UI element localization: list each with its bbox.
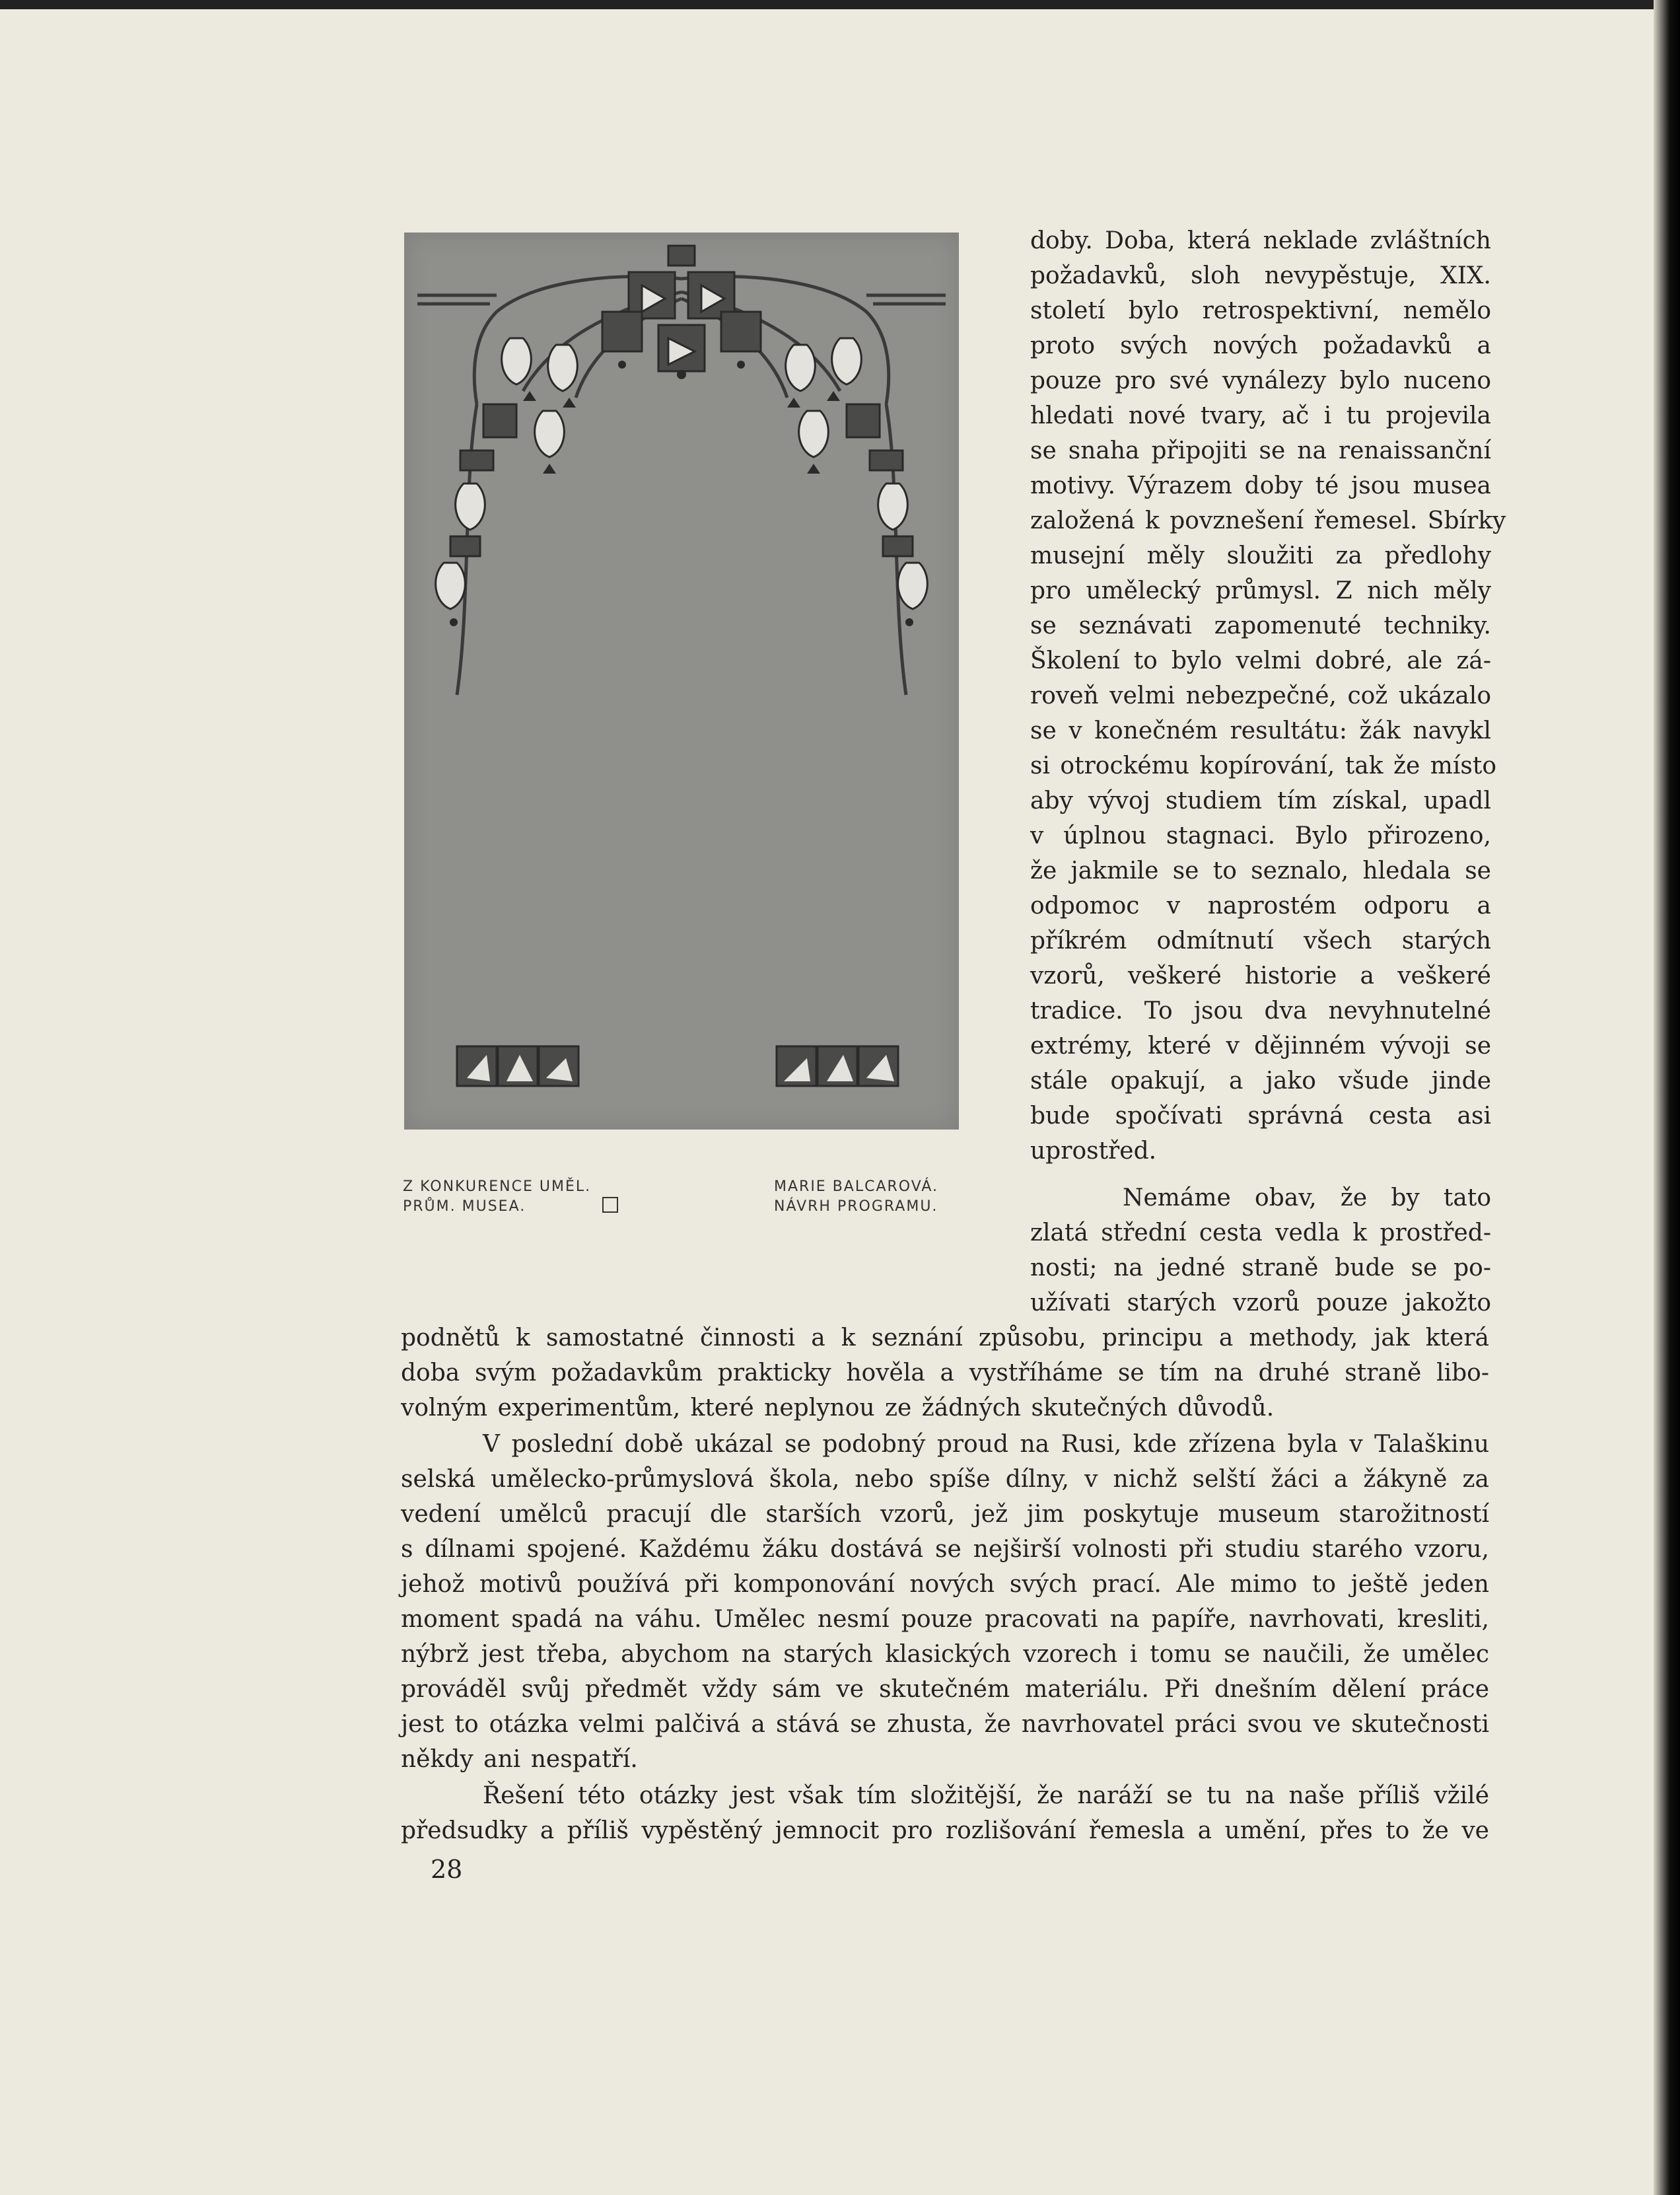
text-line: příkrém odmítnutí všech starých: [1030, 927, 1491, 954]
art-nouveau-frame-drawing: [404, 233, 959, 1130]
text-line: selská umělecko-průmyslová škola, nebo spíše dílny, v nichž selští žáci a žákyně za: [401, 1466, 1489, 1493]
text-line: aby vývoj studiem tím získal, upadl: [1030, 787, 1491, 814]
text-line: hledati nové tvary, ač i tu projevila: [1030, 402, 1491, 429]
text-line: tradice. To jsou dva nevyhnutelné: [1030, 997, 1491, 1025]
text-line: že jakmile se to seznalo, hledala se: [1030, 857, 1491, 884]
ornamental-program-illustration: [404, 233, 959, 1130]
text-line: století bylo retrospektivní, nemělo: [1030, 297, 1491, 324]
text-line: vzorů, veškeré historie a veškeré: [1030, 962, 1491, 990]
text-line: pro umělecký průmysl. Z nich měly: [1030, 577, 1491, 604]
text-line: se snaha připojiti se na renaissanční: [1030, 437, 1491, 464]
text-line: moment spadá na váhu. Umělec nesmí pouze pracovati na papíře, navrhovati, kresliti,: [401, 1606, 1489, 1633]
text-line: extrémy, které v dějinném vývoji se: [1030, 1032, 1491, 1060]
caption-square-mark: [602, 1197, 618, 1213]
text-line: Řešení této otázky jest však tím složitější, že naráží se tu na naše příliš vžilé: [483, 1782, 1489, 1809]
text-line: Nemáme obav, že by tato: [1123, 1184, 1491, 1211]
caption-line: NÁVRH PROGRAMU.: [774, 1198, 938, 1215]
text-line: požadavků, sloh nevypěstuje, XIX.: [1030, 262, 1491, 289]
text-line: předsudky a příliš vypěstěný jemnocit pro rozlišování řemesla a umění, přes to že ve: [401, 1817, 1489, 1844]
text-line: podnětů k samostatné činnosti a k seznání způsobu, principu a methody, jak která: [401, 1324, 1489, 1351]
text-line: roveň velmi nebezpečné, což ukázalo: [1030, 682, 1491, 709]
text-line: proto svých nových požadavků a: [1030, 332, 1491, 359]
text-line: nýbrž jest třeba, abychom na starých klasických vzorech i tomu se naučili, že umělec: [401, 1641, 1489, 1668]
bottom-right-tile-group: [777, 1046, 898, 1086]
text-line: uprostřed.: [1030, 1137, 1157, 1165]
text-line: s dílnami spojené. Každému žáku dostává se nejširší volnosti při studiu starého vzoru,: [401, 1536, 1489, 1563]
bottom-left-tile-group: [457, 1046, 578, 1086]
text-line: V poslední době ukázal se podobný proud na Rusi, kde zřízena byla v Talaškinu: [483, 1431, 1489, 1458]
caption-line: PRŮM. MUSEA.: [403, 1198, 526, 1215]
text-line: zlatá střední cesta vedla k prostřed-: [1030, 1219, 1491, 1246]
text-line: v úplnou stagnaci. Bylo přirozeno,: [1030, 822, 1491, 849]
text-line: odpomoc v naprostém odporu a: [1030, 892, 1491, 919]
text-line: jest to otázka velmi palčivá a stává se zhusta, že navrhovatel práci svou ve skutečnosti: [401, 1711, 1489, 1738]
text-line: někdy ani nespatří.: [401, 1746, 638, 1773]
text-line: se v konečném resultátu: žák navykl: [1030, 717, 1491, 744]
text-line: pouze pro své vynálezy bylo nuceno: [1030, 367, 1491, 394]
text-line: užívati starých vzorů pouze jakožto: [1030, 1289, 1491, 1316]
text-line: si otrockému kopírování, tak že místo: [1030, 752, 1496, 779]
text-line: bude spočívati správná cesta asi: [1030, 1102, 1491, 1130]
text-line: musejní měly sloužiti za předlohy: [1030, 542, 1491, 569]
scan-right-edge: [1654, 0, 1680, 2195]
figure-caption-right: [774, 1177, 972, 1217]
text-line: doby. Doba, která neklade zvláštních: [1030, 227, 1491, 254]
text-line: se seznávati zapomenuté techniky.: [1030, 612, 1491, 639]
text-line: Školení to bylo velmi dobré, ale zá-: [1030, 647, 1491, 674]
caption-line: MARIE BALCAROVÁ.: [774, 1178, 939, 1195]
text-line: prováděl svůj předmět vždy sám ve skutečném materiálu. Při dnešním dělení práce: [401, 1676, 1489, 1703]
text-line: motivy. Výrazem doby té jsou musea: [1030, 472, 1491, 499]
text-line: stále opakují, a jako všude jinde: [1030, 1067, 1491, 1095]
text-line: doba svým požadavkům prakticky hověla a vystříháme se tím na druhé straně libo-: [401, 1359, 1489, 1386]
text-line: založená k povznešení řemesel. Sbírky: [1030, 507, 1506, 534]
page-number: 28: [431, 1855, 463, 1884]
text-line: nosti; na jedné straně bude se po-: [1030, 1254, 1491, 1281]
caption-line: Z KONKURENCE UMĚL.: [403, 1178, 592, 1195]
text-line: jehož motivů používá při komponování nových svých prací. Ale mimo to ještě jeden: [401, 1571, 1489, 1598]
text-line: vedení umělců pracují dle starších vzorů, jež jim poskytuje museum starožitností: [401, 1501, 1489, 1528]
scan-top-edge: [0, 0, 1680, 9]
text-line: volným experimentům, které neplynou ze žádných skutečných důvodů.: [401, 1394, 1275, 1421]
